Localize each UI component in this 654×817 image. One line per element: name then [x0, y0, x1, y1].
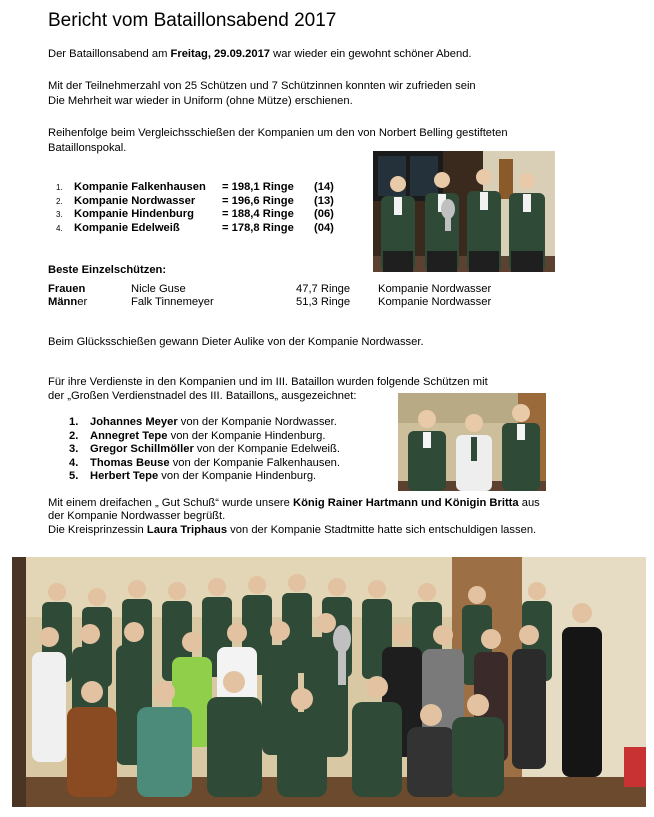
closing-l3-pre: Die Kreisprinzessin [48, 524, 147, 536]
ranking-points: (14) [314, 181, 334, 193]
closing-line-1 [48, 496, 540, 510]
honoree-name: Herbert Tepe [90, 470, 159, 483]
order-line-1: Reihenfolge beim Vergleichsschießen der Kompanien um den von Norbert Belling gestifteten [48, 127, 508, 139]
honoree-name: Gregor Schillmöller [90, 443, 194, 456]
honoree-company: von der Kompanie Hindenburg. [158, 470, 317, 483]
honoree-num: 5. [69, 470, 79, 483]
ranking-num: 1. [56, 183, 63, 192]
ranking-row [56, 181, 334, 195]
honoree-company: von der Kompanie Edelweiß. [193, 443, 340, 456]
ranking-name: Kompanie Edelweiß [74, 221, 180, 234]
honoree-num: 1. [69, 416, 79, 428]
list-item [69, 416, 340, 430]
ranking-name: Kompanie Nordwasser [74, 194, 196, 207]
intro-pre: Der Bataillonsabend am [48, 48, 171, 60]
ranking-value: = 178,8 Ringe [222, 221, 294, 234]
honoree-num: 3. [69, 443, 79, 456]
honoree-num: 2. [69, 429, 79, 442]
ranking-name: Kompanie Falkenhausen [74, 181, 206, 193]
intro-date: Freitag, 29.09.2017 [170, 48, 271, 60]
ranking-value: = 196,6 Ringe [222, 194, 294, 207]
best-category-bold: Männ [48, 296, 78, 308]
ranking-value: = 188,4 Ringe [222, 208, 294, 221]
honoree-name: Annegret Tepe [90, 429, 168, 442]
list-item [69, 443, 340, 457]
closing-line-3 [48, 523, 536, 537]
best-company: Kompanie Nordwasser [378, 296, 492, 308]
list-item [69, 430, 340, 444]
ranking-num: 3. [56, 210, 63, 220]
best-name: Nicle Guse [131, 283, 186, 295]
honoree-company: von der Kompanie Falkenhausen. [169, 456, 341, 469]
best-value: 51,3 Ringe [296, 296, 351, 308]
honoree-name: Johannes Meyer [90, 416, 178, 428]
best-name: Falk Tinnemeyer [131, 296, 214, 308]
ranking-row [56, 195, 334, 209]
luck-line: Beim Glücksschießen gewann Dieter Aulike von der Kompanie Nordwasser. [48, 336, 424, 348]
intro-paragraph [48, 47, 472, 61]
best-company: Kompanie Nordwasser [378, 283, 492, 295]
page-title: Bericht vom Bataillonsabend 2017 [48, 10, 337, 31]
best-category-rest: er [77, 296, 88, 308]
ranking-points: (04) [314, 221, 334, 234]
honoree-company: von der Kompanie Hindenburg. [167, 429, 326, 442]
ranking-list [56, 181, 334, 235]
closing-l1-post: aus [518, 497, 540, 509]
ranking-value: = 198,1 Ringe [222, 181, 294, 193]
trophy-group-photo [373, 151, 555, 272]
merit-line-1: Für ihre Verdienste in den Kompanien und im III. Bataillon wurden folgende Schützen mit [48, 376, 488, 388]
honoree-num: 4. [69, 456, 79, 469]
closing-l1-pre: Mit einem dreifachen „ Gut Schuß“ wurde unsere [48, 497, 293, 509]
participants-line-2: Die Mehrheit war wieder in Uniform (ohne Mütze) erschienen. [48, 95, 353, 107]
group-photo [12, 557, 646, 807]
closing-princess: Laura Triphaus [146, 524, 228, 536]
closing-royals: König Rainer Hartmann und Königin Britta [293, 497, 519, 509]
ranking-row [56, 222, 334, 236]
ranking-num: 2. [56, 196, 63, 206]
list-item [69, 457, 340, 471]
list-item [69, 470, 340, 484]
best-heading: Beste Einzelschützen: [48, 264, 167, 276]
honoree-company: von der Kompanie Nordwasser. [177, 416, 337, 428]
ranking-num: 4. [56, 223, 63, 233]
intro-post: war wieder ein gewohnt schöner Abend. [270, 48, 472, 60]
honorees-photo [398, 393, 546, 491]
honoree-name: Thomas Beuse [90, 456, 170, 469]
ranking-points: (13) [314, 194, 334, 207]
best-row-maenner [48, 295, 508, 309]
closing-l3-post: von der Kompanie Stadtmitte hatte sich entschuldigen lassen. [227, 524, 537, 536]
ranking-name: Kompanie Hindenburg [74, 208, 194, 221]
participants-line-1: Mit der Teilnehmerzahl von 25 Schützen und 7 Schützinnen konnten wir zufrieden sein [48, 80, 476, 92]
closing-line-2: der Kompanie Nordwasser begrüßt. [48, 510, 226, 522]
best-category: Frauen [48, 283, 86, 295]
merit-line-2: der „Großen Verdienstnadel des III. Bataillons„ ausgezeichnet: [48, 390, 357, 402]
best-row-frauen [48, 282, 508, 296]
best-value: 47,7 Ringe [296, 283, 351, 295]
ranking-points: (06) [314, 208, 334, 221]
order-line-2: Bataillonspokal. [48, 142, 127, 154]
ranking-row [56, 208, 334, 222]
honorees-list [69, 416, 340, 484]
